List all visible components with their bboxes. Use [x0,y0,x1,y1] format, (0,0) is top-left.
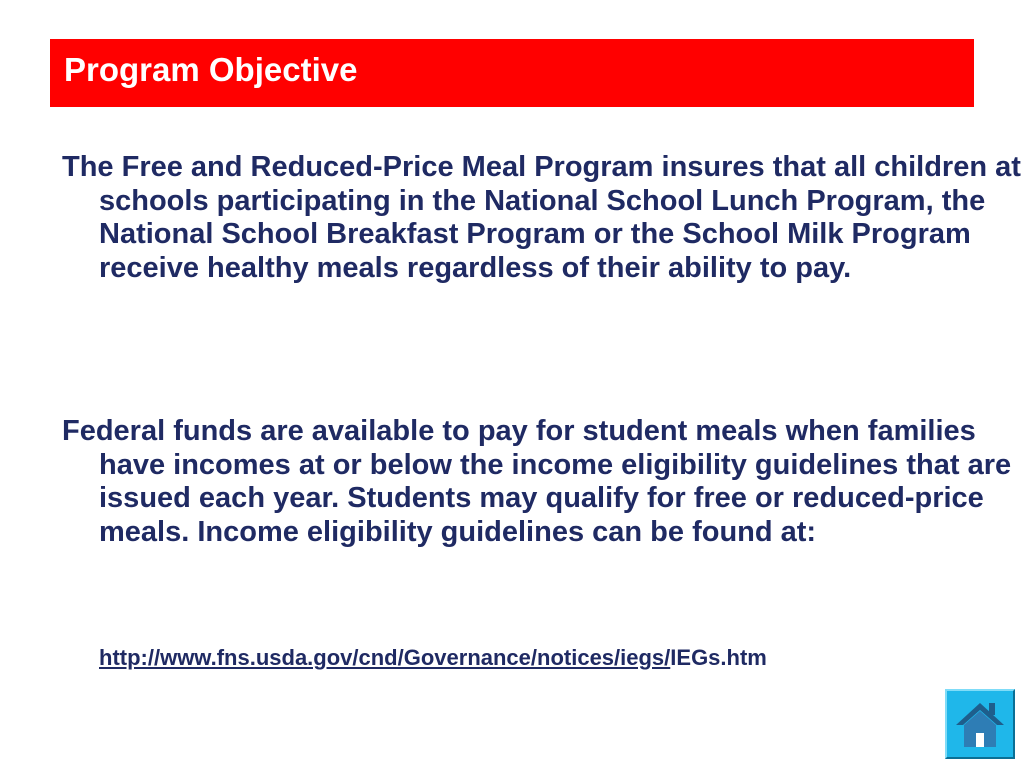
guidelines-link[interactable]: http://www.fns.usda.gov/cnd/Governance/notices/iegs/ [99,645,671,670]
guidelines-link-line [99,645,767,671]
home-button[interactable] [945,689,1015,759]
title-bar [50,39,974,107]
paragraph-program-objective: The Free and Reduced-Price Meal Program insures that all children at schools participating in the National School Lunch Program, the National School Breakfast Program or the School Milk Program receive healthy meals regardless of their ability to pay. [62,151,1021,284]
paragraph-federal-funds: Federal funds are available to pay for student meals when families have incomes at or below the income eligibility guidelines that are issued each year. Students may qualify for free or reduced-price meals. Income eligibility guidelines can be found at: [62,415,1012,548]
guidelines-link-suffix: IEGs.htm [670,645,767,670]
home-icon [953,697,1007,751]
slide-title: Program Objective [64,51,358,88]
